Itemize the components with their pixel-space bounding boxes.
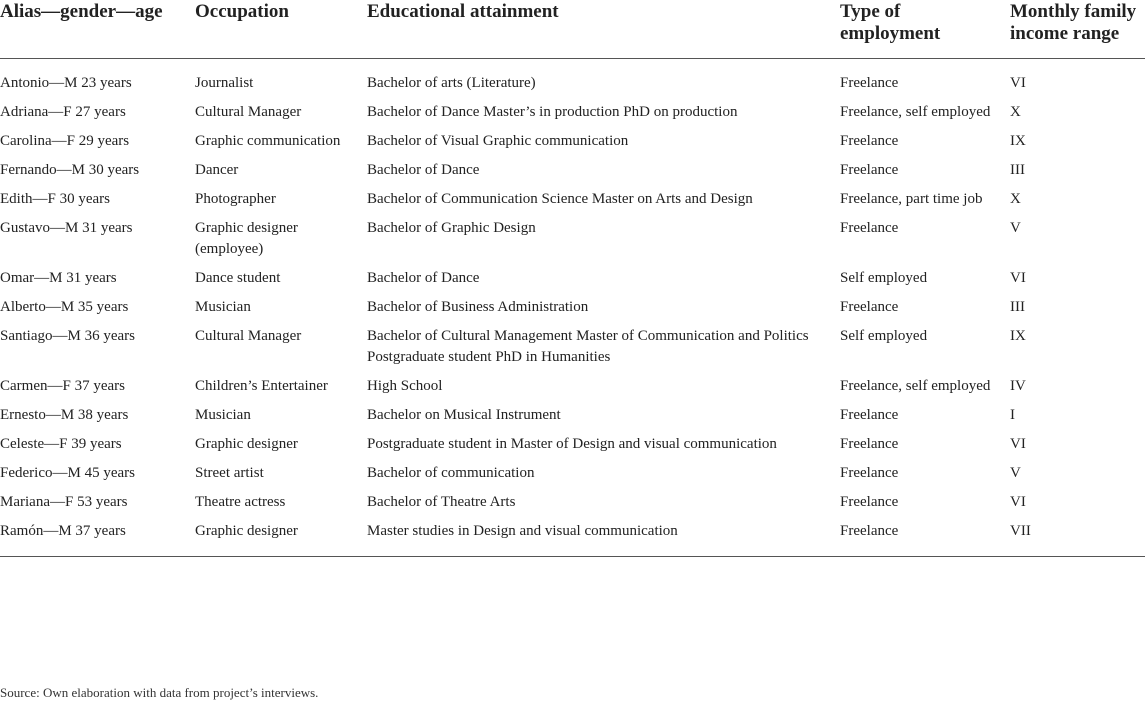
table-row: [0, 155, 1145, 184]
cell-occupation: Cultural Manager: [195, 328, 302, 344]
cell-alias: Edith—F 30 years: [0, 191, 110, 207]
cell-occupation: Graphic designer: [195, 436, 298, 452]
cell-alias: Ramón—M 37 years: [0, 516, 195, 557]
cell-education: High School: [367, 378, 443, 394]
cell-occupation: Photographer: [195, 191, 276, 207]
cell-alias: Mariana—F 53 years: [0, 494, 128, 510]
cell-income: VII: [1010, 516, 1145, 557]
cell-employment: Freelance: [840, 162, 899, 178]
cell-income: I: [1010, 407, 1015, 423]
cell-employment: Freelance: [840, 436, 899, 452]
cell-education: Bachelor of Dance: [367, 162, 480, 178]
cell-occupation: Graphic communication: [195, 133, 341, 149]
table-row: [0, 213, 1145, 263]
cell-employment: Self employed: [840, 270, 928, 286]
table-row: [0, 371, 1145, 400]
cell-employment: Freelance: [840, 75, 899, 91]
cell-alias: Ernesto—M 38 years: [0, 407, 129, 423]
cell-employment: Freelance: [840, 220, 899, 236]
cell-income: VI: [1010, 75, 1026, 91]
header-income: Monthly family income range: [1010, 0, 1145, 59]
cell-alias: Antonio—M 23 years: [0, 75, 132, 91]
cell-occupation: Dancer: [195, 162, 239, 178]
cell-education: Postgraduate student in Master of Design and visual communication: [367, 436, 777, 452]
table-row: [0, 458, 1145, 487]
table-header: [0, 0, 1145, 59]
cell-education: Bachelor of Dance: [367, 270, 480, 286]
cell-education: Bachelor of Visual Graphic communication: [367, 133, 629, 149]
cell-education: Bachelor of Cultural Management Master of Communication and Politics Postgraduate student PhD in Humanities: [367, 328, 809, 365]
cell-education: Bachelor of Dance Master’s in production PhD on production: [367, 104, 738, 120]
cell-employment: Freelance: [840, 299, 899, 315]
cell-income: III: [1010, 162, 1025, 178]
cell-employment: Self employed: [840, 328, 928, 344]
header-employment: Type of employment: [840, 0, 1010, 59]
header-alias: Alias—gender—age: [0, 0, 195, 59]
cell-income: IV: [1010, 378, 1026, 394]
cell-occupation: Journalist: [195, 75, 254, 91]
cell-employment: Freelance, self employed: [840, 378, 991, 394]
cell-alias: Fernando—M 30 years: [0, 162, 140, 178]
cell-education: Bachelor of Graphic Design: [367, 220, 536, 236]
cell-occupation: Theatre actress: [195, 494, 286, 510]
cell-alias: Carmen—F 37 years: [0, 378, 125, 394]
cell-employment: Freelance: [840, 465, 899, 481]
header-education: Educational attainment: [367, 0, 840, 59]
cell-employment: Freelance, self employed: [840, 104, 991, 120]
cell-occupation: Graphic designer (employee): [195, 220, 298, 257]
table-row: [0, 487, 1145, 516]
cell-income: IX: [1010, 328, 1026, 344]
cell-education: Bachelor on Musical Instrument: [367, 407, 561, 423]
cell-income: VI: [1010, 494, 1026, 510]
cell-income: X: [1010, 104, 1021, 120]
cell-income: VI: [1010, 270, 1026, 286]
cell-education: Bachelor of Communication Science Master on Arts and Design: [367, 191, 753, 207]
cell-income: IX: [1010, 133, 1026, 149]
cell-alias: Federico—M 45 years: [0, 465, 135, 481]
cell-occupation: Cultural Manager: [195, 104, 302, 120]
table-row: [0, 292, 1145, 321]
table-row: [0, 97, 1145, 126]
cell-education: Bachelor of communication: [367, 465, 535, 481]
cell-occupation: Dance student: [195, 270, 281, 286]
cell-alias: Adriana—F 27 years: [0, 104, 126, 120]
cell-alias: Omar—M 31 years: [0, 270, 117, 286]
cell-education: Bachelor of arts (Literature): [367, 75, 536, 91]
cell-employment: Freelance: [840, 407, 899, 423]
cell-education: Bachelor of Theatre Arts: [367, 494, 516, 510]
cell-income: V: [1010, 220, 1021, 236]
table-row: [0, 263, 1145, 292]
table-row: [0, 59, 1145, 98]
source-note: Source: Own elaboration with data from project’s interviews.: [0, 685, 319, 700]
cell-income: III: [1010, 299, 1025, 315]
cell-alias: Gustavo—M 31 years: [0, 220, 133, 236]
cell-income: V: [1010, 465, 1021, 481]
cell-employment: Freelance, part time job: [840, 191, 983, 207]
cell-alias: Alberto—M 35 years: [0, 299, 129, 315]
cell-occupation: Street artist: [195, 465, 264, 481]
table-row: [0, 126, 1145, 155]
cell-education: Bachelor of Business Administration: [367, 299, 589, 315]
cell-occupation: Children’s Entertainer: [195, 378, 328, 394]
cell-education: Master studies in Design and visual communication: [367, 516, 840, 557]
cell-occupation: Graphic designer: [195, 516, 367, 557]
table-row: [0, 400, 1145, 429]
table-row: [0, 516, 1145, 557]
cell-employment: Freelance: [840, 133, 899, 149]
table-body: [0, 59, 1145, 557]
header-row: [0, 0, 1145, 59]
cell-occupation: Musician: [195, 299, 251, 315]
table-row: [0, 429, 1145, 458]
cell-alias: Carolina—F 29 years: [0, 133, 130, 149]
cell-income: VI: [1010, 436, 1026, 452]
table-row: [0, 321, 1145, 371]
header-occupation: Occupation: [195, 0, 367, 59]
cell-alias: Celeste—F 39 years: [0, 436, 122, 452]
cell-employment: Freelance: [840, 494, 899, 510]
cell-income: X: [1010, 191, 1021, 207]
table-row: [0, 184, 1145, 213]
cell-occupation: Musician: [195, 407, 251, 423]
cell-employment: Freelance: [840, 516, 1010, 557]
cell-alias: Santiago—M 36 years: [0, 328, 135, 344]
